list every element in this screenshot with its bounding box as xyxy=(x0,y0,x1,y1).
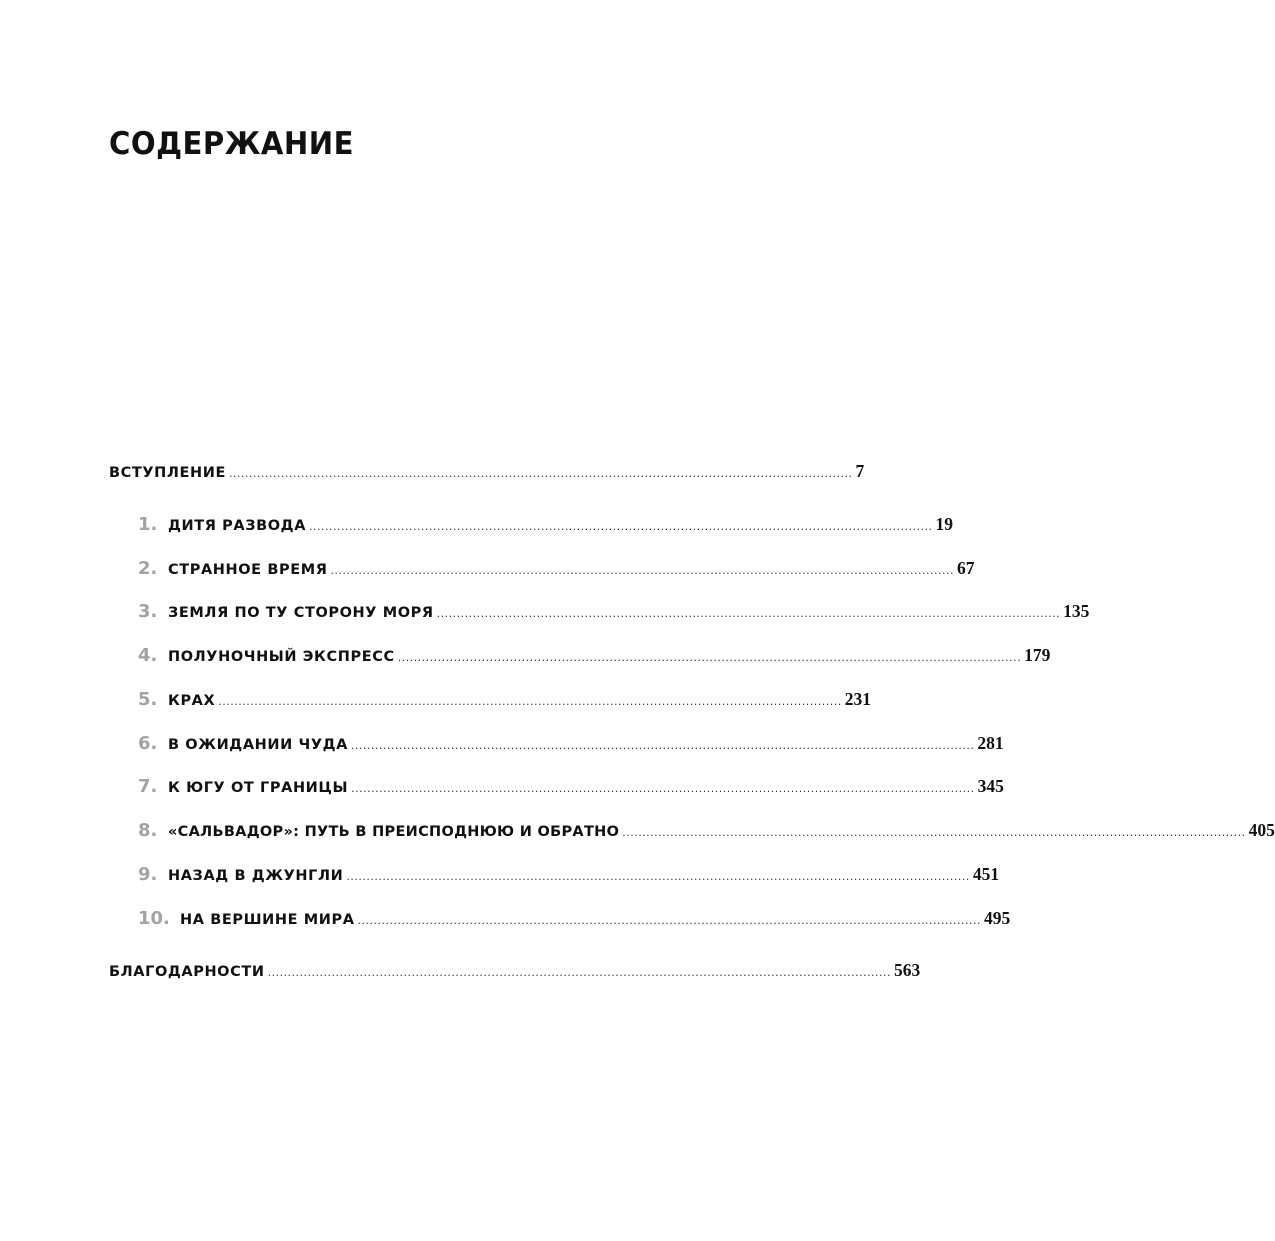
page-title: СОДЕРЖАНИЕ xyxy=(109,126,354,162)
toc-entry-label: ВСТУПЛЕНИЕ xyxy=(109,465,227,481)
toc-entry-chapter-1[interactable] xyxy=(138,514,953,538)
chapter-number: 9. xyxy=(138,864,158,885)
toc-entry-label: К ЮГУ ОТ ГРАНИЦЫ xyxy=(168,780,349,796)
dot-leader: ............................................................................................................................................................ xyxy=(436,607,1061,620)
toc-entry-chapter-9[interactable] xyxy=(138,864,1000,888)
chapter-number: 4. xyxy=(138,645,158,666)
toc-entry-chapter-6[interactable] xyxy=(138,733,1004,757)
chapter-number: 3. xyxy=(138,601,158,622)
dot-leader: ............................................................................................................................................................ xyxy=(397,651,1022,664)
dot-leader: ............................................................................................................................................................ xyxy=(267,966,892,979)
toc-entry-chapter-3[interactable] xyxy=(138,601,1090,625)
toc-page-number: 135 xyxy=(1063,601,1090,621)
toc-page-number: 67 xyxy=(956,558,975,578)
toc-entry-intro[interactable] xyxy=(109,461,865,485)
toc-entry-label: КРАХ xyxy=(168,693,216,709)
toc-entry-chapter-2[interactable] xyxy=(138,558,975,582)
chapter-number: 10. xyxy=(138,908,170,929)
chapter-number: 8. xyxy=(138,820,158,841)
toc-page-number: 231 xyxy=(844,689,871,709)
dot-leader: ............................................................................................................................................................ xyxy=(330,564,954,577)
toc-page-number: 495 xyxy=(984,908,1011,928)
toc-page-number: 179 xyxy=(1024,645,1051,665)
dot-leader: ............................................................................................................................................................ xyxy=(346,870,970,883)
dot-leader: ............................................................................................................................................................ xyxy=(350,739,975,752)
toc-page-number: 563 xyxy=(894,960,921,980)
toc-page-number: 451 xyxy=(972,864,1000,884)
toc-entry-label: ПОЛУНОЧНЫЙ ЭКСПРЕСС xyxy=(168,649,395,665)
dot-leader: ............................................................................................................................................................ xyxy=(218,695,842,708)
dot-leader: ............................................................................................................................................................ xyxy=(622,826,1246,839)
toc-entry-chapter-4[interactable] xyxy=(138,645,1051,669)
chapter-number: 7. xyxy=(138,776,158,797)
toc-entry-label: ДИТЯ РАЗВОДА xyxy=(168,518,307,534)
chapter-number: 6. xyxy=(138,733,158,754)
chapter-number: 1. xyxy=(138,514,158,535)
dot-leader: ............................................................................................................................................................ xyxy=(309,520,933,533)
chapter-number: 2. xyxy=(138,558,158,579)
toc-entry-label: НАЗАД В ДЖУНГЛИ xyxy=(168,868,344,884)
toc-entry-acknowledgements[interactable] xyxy=(109,960,921,984)
toc-entry-chapter-7[interactable] xyxy=(138,776,1004,800)
toc-entry-chapter-8[interactable] xyxy=(138,820,1275,844)
dot-leader: ............................................................................................................................................................ xyxy=(229,467,853,480)
toc-entry-label: БЛАГОДАРНОСТИ xyxy=(109,964,265,980)
toc-entry-label: НА ВЕРШИНЕ МИРА xyxy=(180,912,355,928)
dot-leader: ............................................................................................................................................................ xyxy=(351,782,975,795)
toc-entry-label: СТРАННОЕ ВРЕМЯ xyxy=(168,562,328,578)
toc-entry-label: «САЛЬВАДОР»: ПУТЬ В ПРЕИСПОДНЮЮ И ОБРАТНО xyxy=(168,824,620,840)
toc-page-number: 345 xyxy=(977,776,1004,796)
toc-page-number: 19 xyxy=(935,514,953,534)
toc-entry-chapter-10[interactable] xyxy=(138,908,1011,932)
dot-leader: ............................................................................................................................................................ xyxy=(357,914,982,927)
toc-page-number: 281 xyxy=(977,733,1004,753)
toc-page-number: 405 xyxy=(1248,820,1275,840)
chapter-number: 5. xyxy=(138,689,158,710)
toc-entry-label: ЗЕМЛЯ ПО ТУ СТОРОНУ МОРЯ xyxy=(168,605,434,621)
toc-entry-label: В ОЖИДАНИИ ЧУДА xyxy=(168,737,348,753)
toc-page-number: 7 xyxy=(855,461,865,481)
toc-entry-chapter-5[interactable] xyxy=(138,689,871,713)
